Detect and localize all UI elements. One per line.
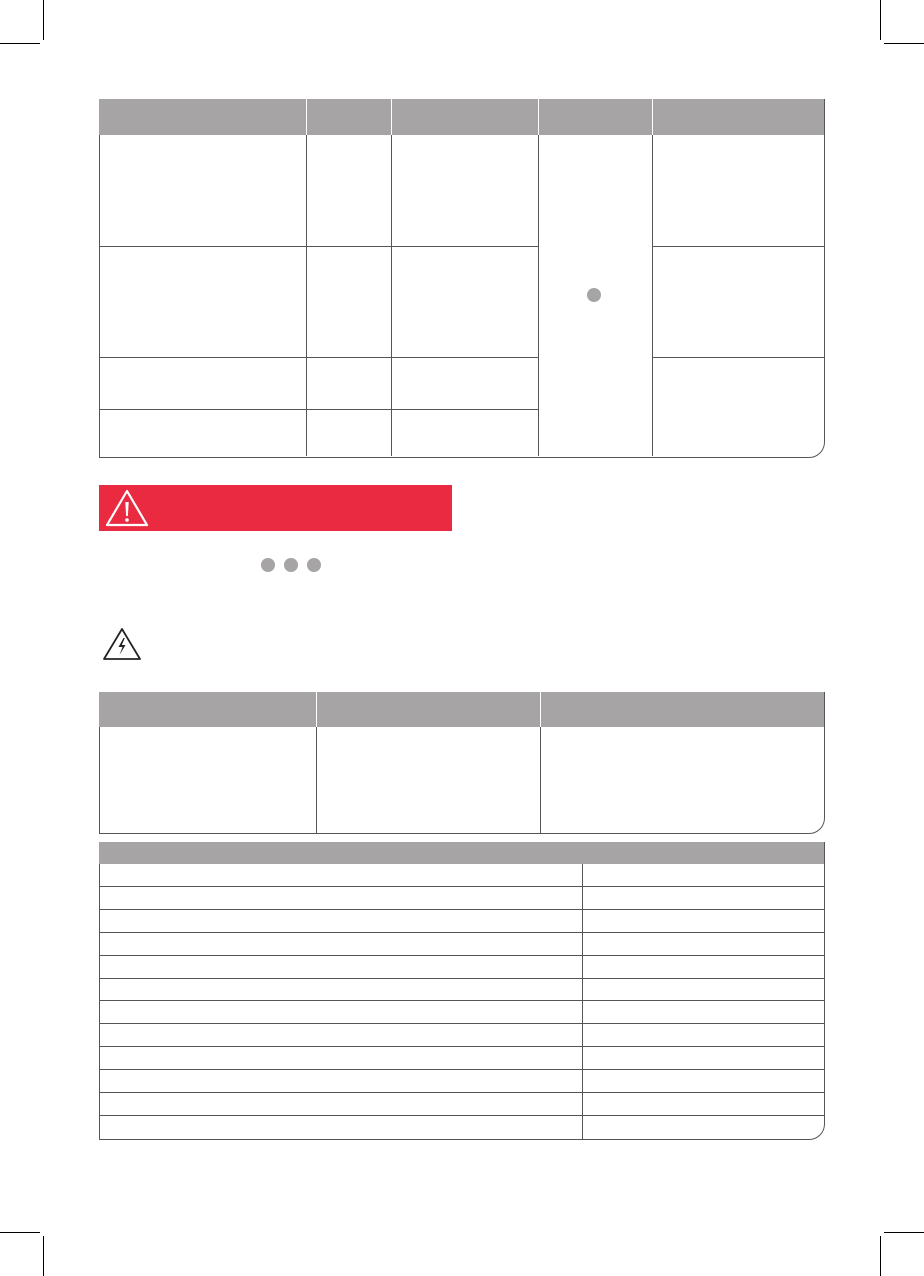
table-row [99,1069,824,1070]
crop-mark [0,43,40,44]
reference-dot [587,288,601,302]
table-row [99,1115,824,1116]
table-row [99,1046,824,1047]
table-row [99,978,824,979]
table-row [99,909,824,910]
crop-mark [880,0,881,40]
reference-dot [284,558,298,572]
reference-dot [261,558,275,572]
table-row [99,886,824,887]
warning-banner [99,485,452,531]
table-row [99,1092,824,1093]
middle-table-header [99,692,824,727]
warning-triangle-icon [104,488,150,528]
top-table-header [99,99,824,135]
crop-mark [43,1236,44,1276]
crop-mark [884,1232,924,1233]
table-row [99,1023,824,1024]
reference-dot [307,558,321,572]
table-row [99,1000,824,1001]
crop-mark [0,1232,40,1233]
table-row [99,932,824,933]
electric-shock-icon [102,627,142,661]
crop-mark [43,0,44,40]
crop-mark [880,1236,881,1276]
table-row [99,955,824,956]
crop-mark [884,43,924,44]
bottom-table-header [99,842,824,864]
